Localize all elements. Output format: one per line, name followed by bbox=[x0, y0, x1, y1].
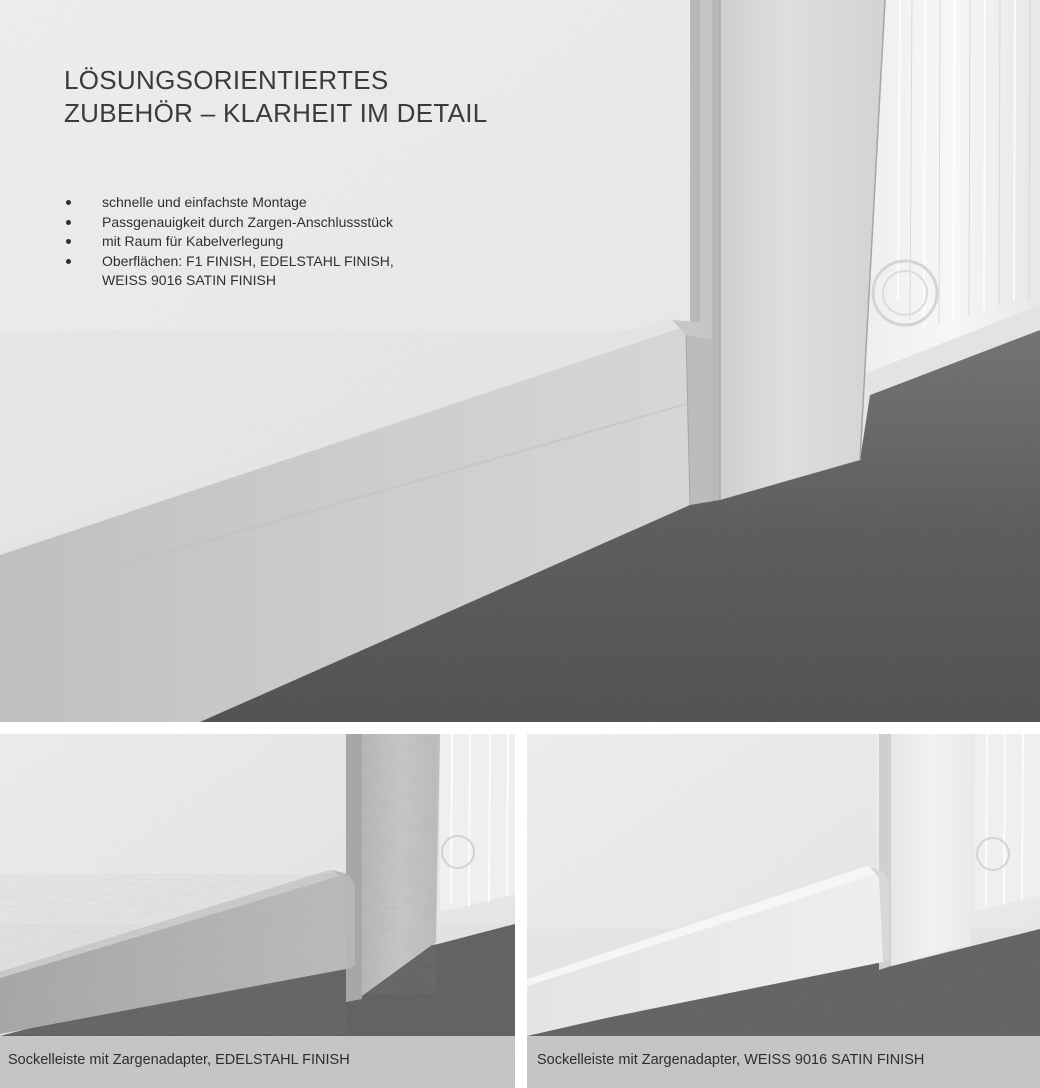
list-item bbox=[64, 232, 494, 252]
feature-text: schnelle und einfachste Montage bbox=[102, 194, 307, 210]
caption-bar bbox=[527, 1036, 1040, 1088]
title-line-2: ZUBEHÖR – KLARHEIT IM DETAIL bbox=[64, 98, 488, 128]
product-photo-weiss bbox=[527, 734, 1040, 1088]
divider bbox=[0, 722, 1040, 734]
bullet-icon bbox=[66, 239, 71, 244]
bullet-icon bbox=[66, 220, 71, 225]
feature-text: Passgenauigkeit durch Zargen-Anschlussstück bbox=[102, 213, 394, 230]
feature-text: Oberflächen: F1 FINISH, EDELSTAHL FINISH, bbox=[102, 252, 394, 269]
product-photo-edelstahl bbox=[0, 734, 515, 1088]
feature-text: WEISS 9016 SATIN FINISH bbox=[102, 272, 277, 288]
page-title bbox=[64, 64, 488, 130]
tile-caption: Sockelleiste mit Zargenadapter, WEISS 9016 SATIN FINISH bbox=[537, 1052, 925, 1068]
list-item bbox=[64, 193, 494, 213]
list-item bbox=[64, 213, 494, 233]
bullet-icon bbox=[66, 200, 71, 205]
tile-caption: Sockelleiste mit Zargenadapter, EDELSTAHL FINISH bbox=[8, 1052, 350, 1068]
list-item bbox=[64, 252, 494, 272]
feature-list bbox=[64, 193, 494, 291]
caption-bar bbox=[0, 1036, 515, 1088]
product-tile-weiss[interactable] bbox=[527, 734, 1040, 1088]
product-tile-edelstahl[interactable] bbox=[0, 734, 515, 1088]
list-item-continuation bbox=[64, 271, 494, 291]
feature-text: mit Raum für Kabelverlegung bbox=[102, 233, 284, 249]
bullet-icon bbox=[66, 259, 71, 264]
title-line-1: LÖSUNGSORIENTIERTES bbox=[64, 65, 389, 95]
